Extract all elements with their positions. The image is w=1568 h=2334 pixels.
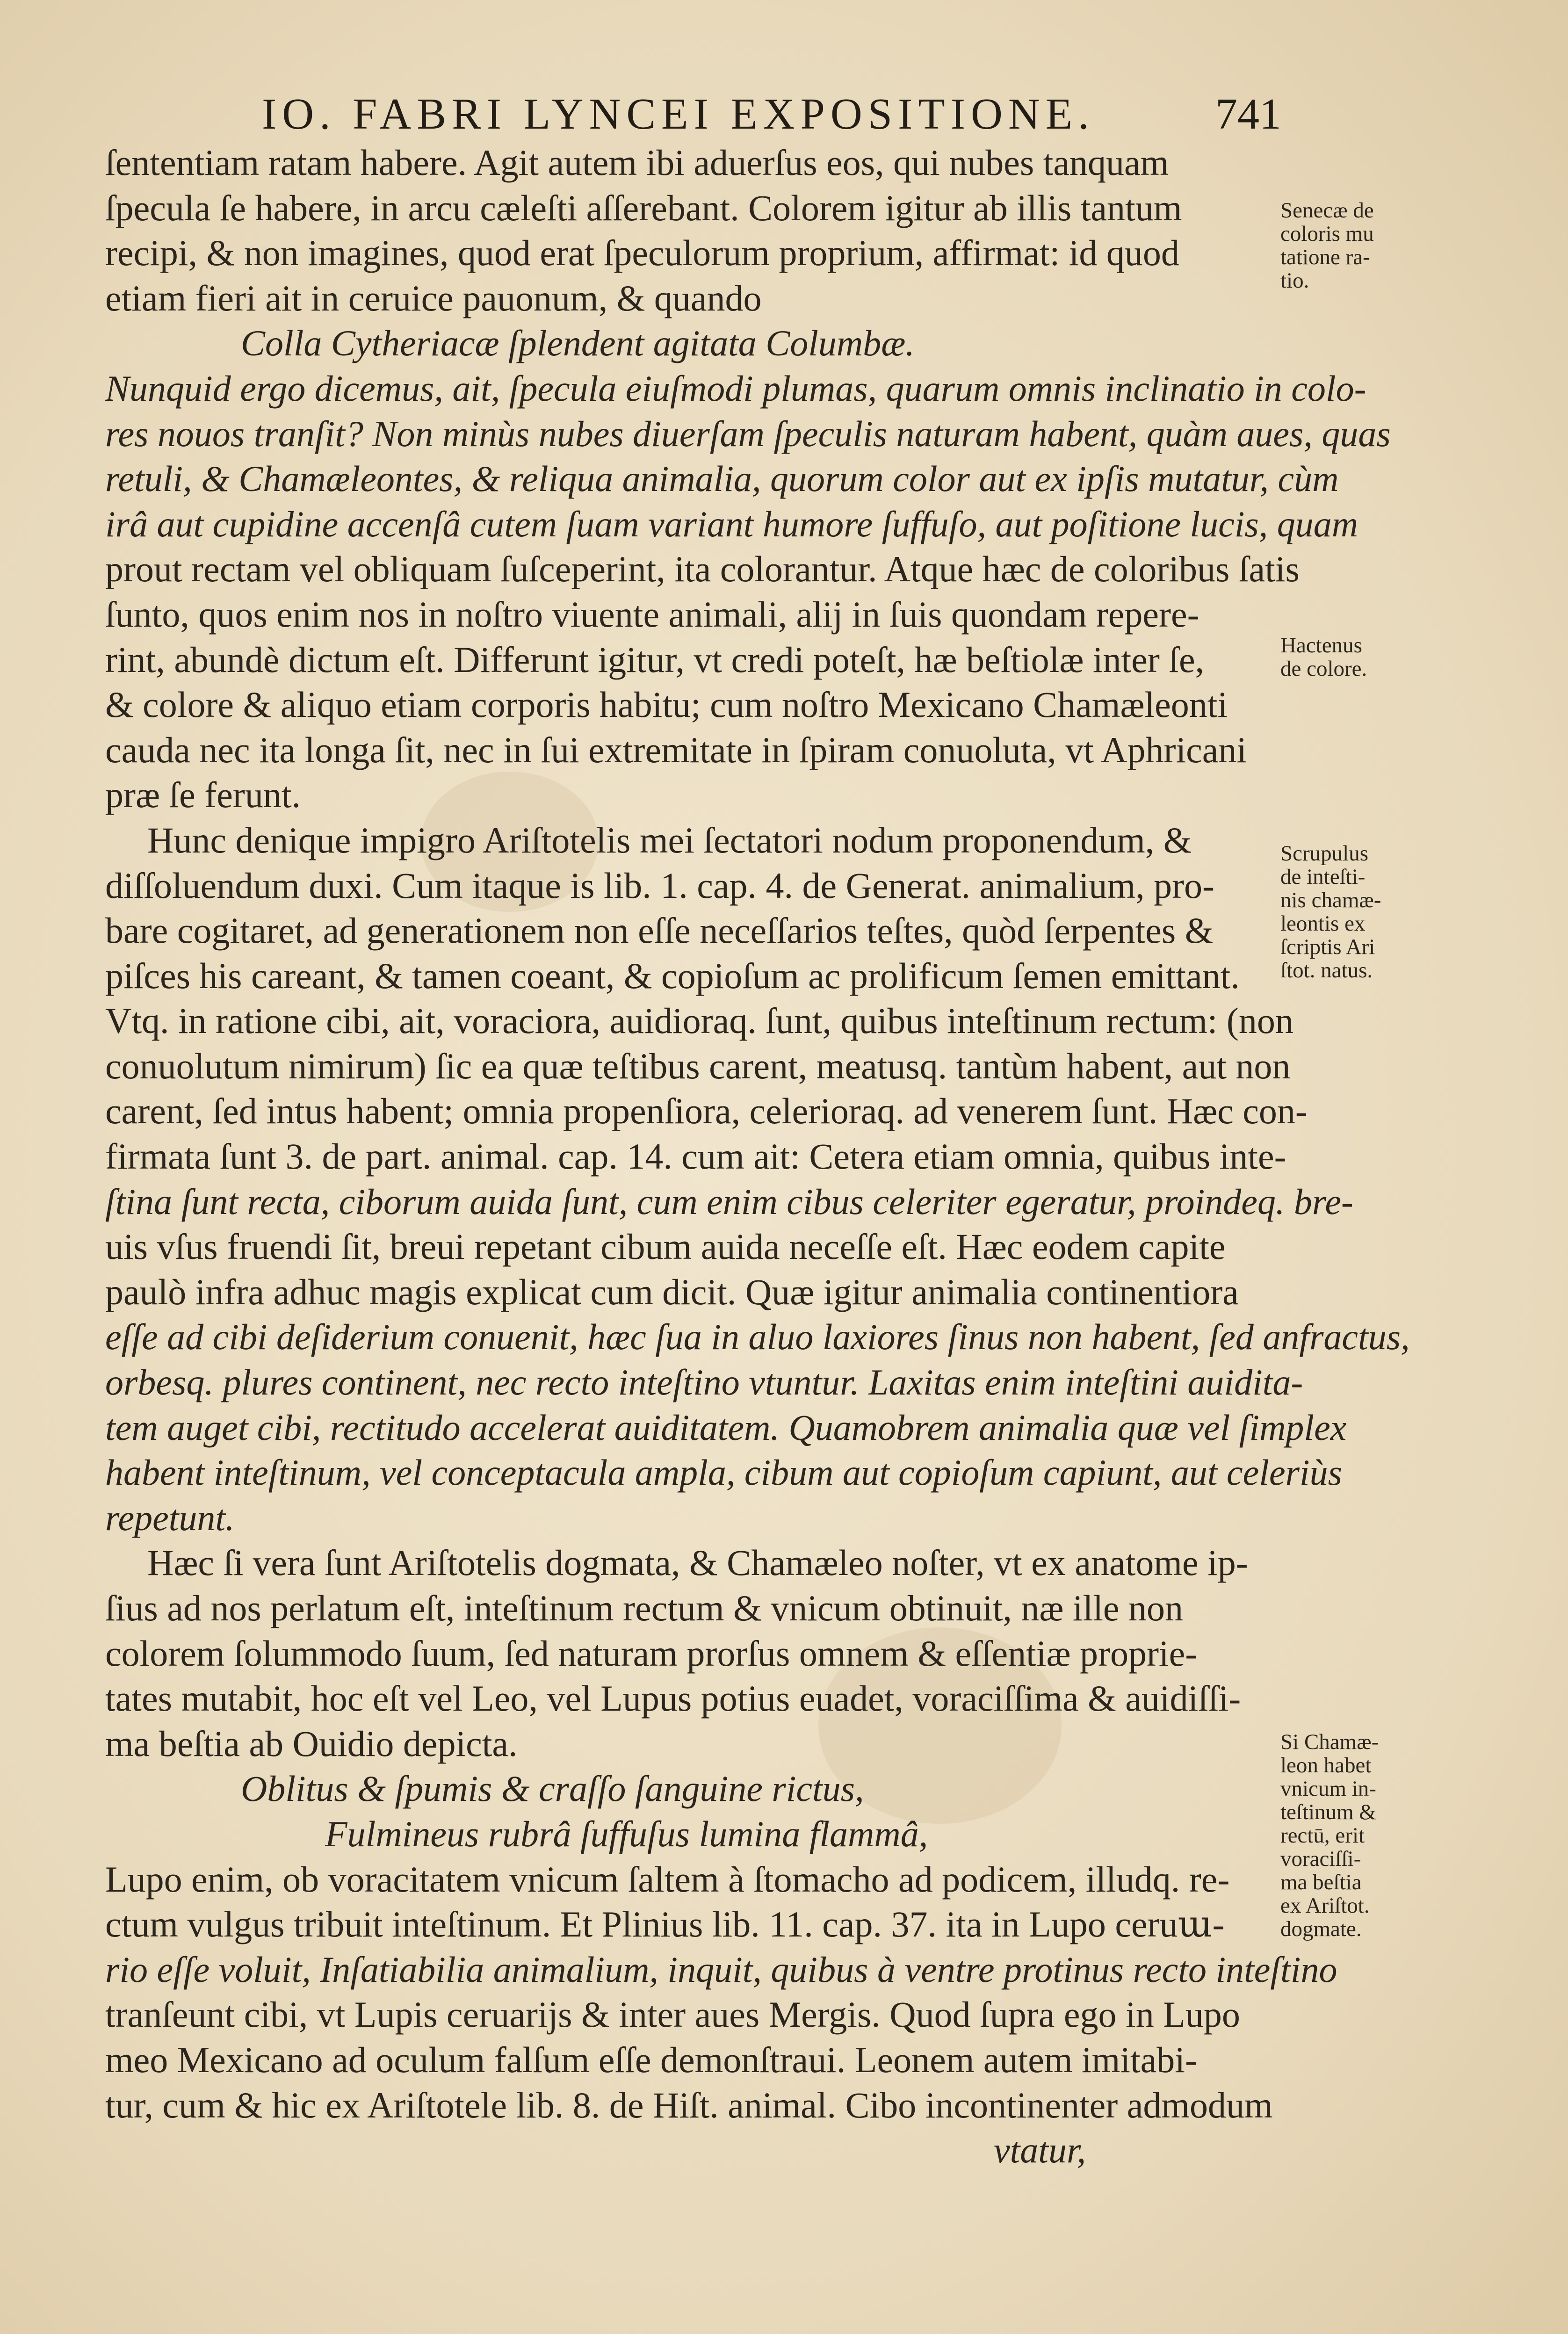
text-line: rio eſſe voluit, Inſatiabilia animalium, inquit, quibus à ventre protinus recto inteſtino [105, 1949, 1337, 1990]
margin-note-line: Hactenus [1280, 633, 1362, 658]
margin-note-line: teſtinum & [1280, 1800, 1376, 1824]
text-line: tates mutabit, hoc eſt vel Leo, vel Lupus potius euadet, voraciſſima & auidiſſi- [105, 1678, 1241, 1719]
text-line: ſententiam ratam habere. Agit autem ibi aduerſus eos, qui nubes tanquam [105, 142, 1169, 183]
text-line: paulò infra adhuc magis explicat cum dicit. Quæ igitur animalia continentiora [105, 1271, 1239, 1312]
text-line: bare cogitaret, ad generationem non eſſe neceſſarios teſtes, quòd ſerpentes & [105, 910, 1214, 951]
margin-note-line: tio. [1280, 268, 1309, 293]
text-line: firmata ſunt 3. de part. animal. cap. 14. cum ait: Cetera etiam omnia, quibus inte- [105, 1136, 1286, 1177]
text-line: cauda nec ita longa ſit, nec in ſui extremitate in ſpiram conuoluta, vt Aphricani [105, 729, 1247, 770]
margin-note-line: tatione ra- [1280, 245, 1370, 269]
margin-note-hactenus [1280, 634, 1404, 680]
margin-note-line: vnicum in- [1280, 1777, 1376, 1801]
margin-note-line: Si Chamæ- [1280, 1730, 1379, 1754]
text-line: etiam fieri ait in ceruice pauonum, & quando [105, 277, 762, 318]
text-line: vtatur, [994, 2130, 1086, 2171]
margin-note-line: ſtot. natus. [1280, 958, 1373, 983]
text-line: rint, abundè dictum eſt. Differunt igitur, vt credi poteſt, hæ beſtiolæ inter ſe, [105, 639, 1205, 680]
margin-note-line: ex Ariſtot. [1280, 1893, 1370, 1918]
text-line: conuolutum nimirum) ſic ea quæ teſtibus carent, meatusq. tantùm habent, aut non [105, 1045, 1291, 1086]
text-line: & colore & aliquo etiam corporis habitu; cum noſtro Mexicano Chamæleonti [105, 684, 1228, 725]
text-line: retuli, & Chamæleontes, & reliqua animalia, quorum color aut ex ipſis mutatur, cùm [105, 458, 1339, 499]
text-line: recipi, & non imagines, quod erat ſpeculorum proprium, affirmat: id quod [105, 232, 1179, 274]
margin-note-line: leon habet [1280, 1753, 1372, 1778]
text-line: uis vſus fruendi ſit, breui repetant cibum auida neceſſe eſt. Hæc eodem capite [105, 1226, 1226, 1267]
text-line: Hunc denique impigro Ariſtotelis mei ſectatori nodum proponendum, & [147, 819, 1192, 860]
text-line: orbesq. plures continent, nec recto inteſtino vtuntur. Laxitas enim inteſtini auidita- [105, 1362, 1303, 1403]
page-number: 741 [1215, 90, 1281, 138]
text-line: Vtq. in ratione cibi, ait, voraciora, auidioraq. ſunt, quibus inteſtinum rectum: (non [105, 1000, 1293, 1041]
margin-note-line: de colore. [1280, 657, 1367, 681]
text-line: ctum vulgus tribuit inteſtinum. Et Plinius lib. 11. cap. 37. ita in Lupo ceruա- [105, 1904, 1225, 1945]
text-line: tranſeunt cibi, vt Lupis ceruarijs & inter aues Mergis. Quod ſupra ego in Lupo [105, 1994, 1240, 2035]
margin-note-chamaeleon [1280, 1730, 1404, 1941]
margin-note-line: Senecæ de [1280, 198, 1374, 223]
margin-note-line: dogmate. [1280, 1917, 1362, 1941]
text-line: prout rectam vel obliquam ſuſceperint, ita colorantur. Atque hæc de coloribus ſatis [105, 549, 1300, 590]
text-line: Oblitus & ſpumis & craſſo ſanguine rictus, [241, 1768, 864, 1809]
text-line: Fulmineus rubrâ ſuffuſus lumina flammâ, [325, 1813, 928, 1854]
text-line: res nouos tranſit? Non minùs nubes diuerſam ſpeculis naturam habent, quàm aues, quas [105, 413, 1391, 454]
text-line: habent inteſtinum, vel conceptacula ampla, cibum aut copioſum capiunt, aut celeriùs [105, 1452, 1342, 1493]
margin-note-line: ma beſtia [1280, 1870, 1362, 1894]
margin-note-line: voraciſſi- [1280, 1847, 1361, 1871]
text-line: ſpecula ſe habere, in arcu cæleſti aſſerebant. Colorem igitur ab illis tantum [105, 187, 1182, 228]
margin-note-line: Scrupulus [1280, 841, 1368, 866]
text-line: Hæc ſi vera ſunt Ariſtotelis dogmata, & Chamæleo noſter, vt ex anatome ip- [147, 1542, 1248, 1583]
text-line: ſius ad nos perlatum eſt, inteſtinum rectum & vnicum obtinuit, næ ille non [105, 1588, 1184, 1628]
text-line: Colla Cytheriacæ ſplendent agitata Columbæ. [241, 323, 915, 364]
text-line: Nunquid ergo dicemus, ait, ſpecula eiuſmodi plumas, quarum omnis inclinatio in colo- [105, 368, 1366, 409]
text-line: ſunto, quos enim nos in noſtro viuente animali, alij in ſuis quondam repere- [105, 593, 1199, 635]
margin-note-line: coloris mu [1280, 222, 1374, 246]
running-title: IO. FABRI LYNCEI EXPOSITIONE. [262, 90, 1095, 138]
margin-note-line: ſcriptis Ari [1280, 935, 1375, 959]
text-line: carent, ſed intus habent; omnia propenſiora, celerioraq. ad venerem ſunt. Hæc con- [105, 1091, 1308, 1132]
text-line: repetunt. [105, 1497, 235, 1538]
margin-note-line: leontis ex [1280, 911, 1366, 936]
margin-note-line: de inteſti- [1280, 865, 1366, 889]
margin-note-line: nis chamæ- [1280, 888, 1381, 912]
text-line: Lupo enim, ob voracitatem vnicum ſaltem à ſtomacho ad podicem, illudq. re- [105, 1858, 1230, 1900]
text-line: irâ aut cupidine accenſâ cutem ſuam variant humore ſuffuſo, aut poſitione lucis, quam [105, 503, 1358, 544]
text-line: tur, cum & hic ex Ariſtotele lib. 8. de Hiſt. animal. Cibo incontinenter admodum [105, 2084, 1273, 2125]
text-line: eſſe ad cibi deſiderium conuenit, hæc ſua in aluo laxiores ſinus non habent, ſed anfractus, [105, 1316, 1410, 1358]
text-line: piſces his careant, & tamen coeant, & copioſum ac prolificum ſemen emittant. [105, 955, 1240, 996]
margin-note-scrupulus [1280, 842, 1404, 982]
text-line: tem auget cibi, rectitudo accelerat auiditatem. Quamobrem animalia quæ vel ſimplex [105, 1407, 1347, 1448]
text-line: ſtina ſunt recta, ciborum auida ſunt, cum enim cibus celeriter egeratur, proindeq. bre- [105, 1181, 1353, 1222]
text-line: colorem ſolummodo ſuum, ſed naturam prorſus omnem & eſſentiæ proprie- [105, 1633, 1198, 1674]
margin-note-line: rectū, erit [1280, 1823, 1365, 1848]
text-line: diſſoluendum duxi. Cum itaque is lib. 1. cap. 4. de Generat. animalium, pro- [105, 865, 1215, 906]
margin-note-seneca [1280, 199, 1404, 292]
page-header [262, 89, 1281, 145]
text-line: ma beſtia ab Ouidio depicta. [105, 1723, 518, 1764]
text-line: præ ſe ferunt. [105, 774, 301, 816]
text-line: meo Mexicano ad oculum falſum eſſe demonſtraui. Leonem autem imitabi- [105, 2039, 1197, 2080]
